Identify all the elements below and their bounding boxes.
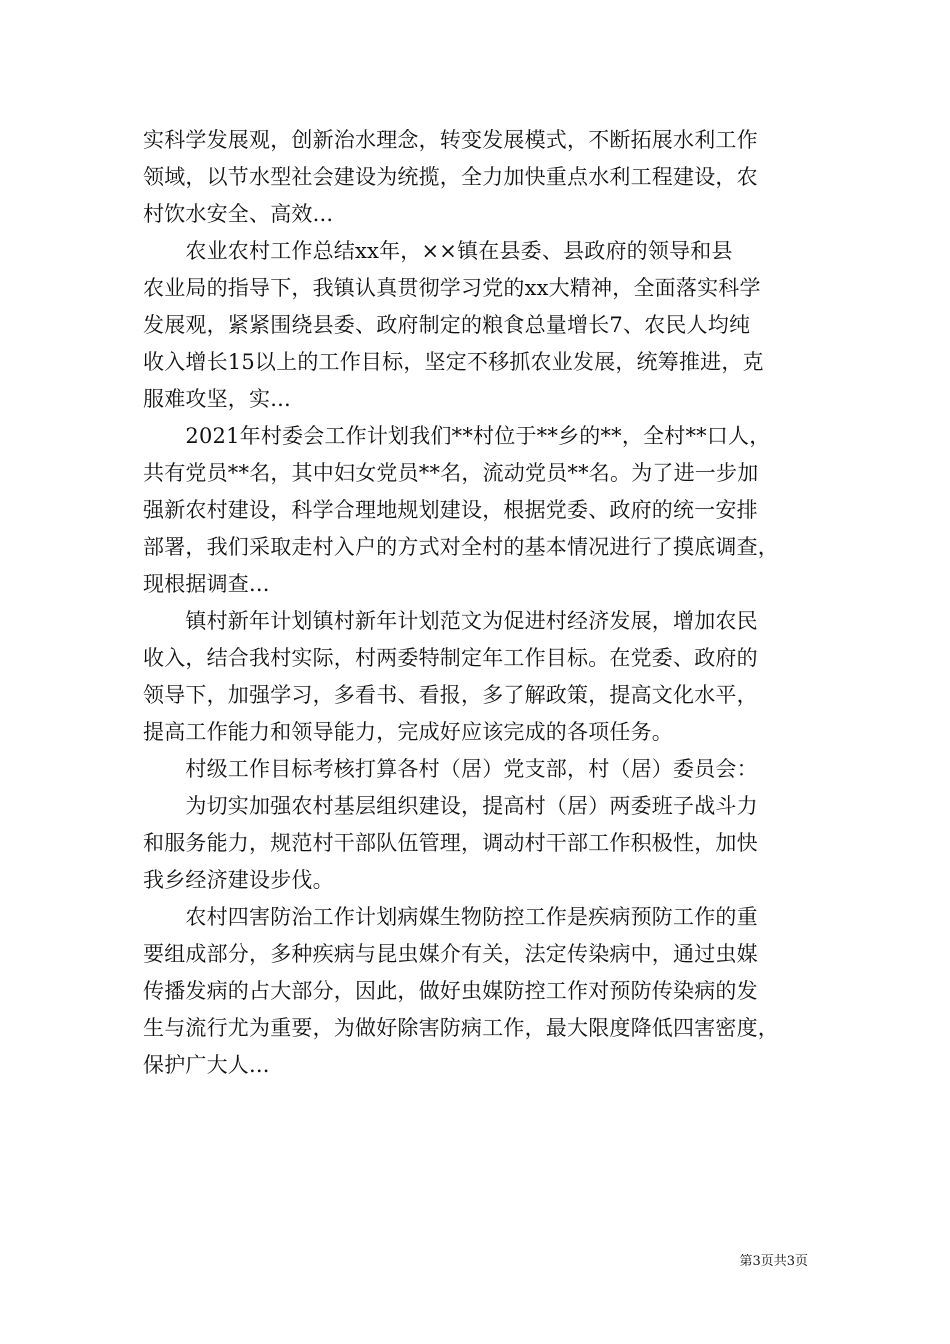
text-line: 部署，我们采取走村入户的方式对全村的基本情况进行了摸底调查， [143, 535, 779, 559]
text-line: 和服务能力，规范村干部队伍管理，调动村干部工作积极性，加快 [143, 831, 758, 855]
text-line: 村级工作目标考核打算各村（居）党支部，村（居）委员会： [143, 757, 758, 781]
text-line: 实科学发展观，创新治水理念，转变发展模式，不断拓展水利工作 [143, 128, 758, 152]
paragraph [143, 899, 811, 1084]
document-body [143, 122, 811, 1084]
paragraph [143, 788, 811, 899]
text-line: 生与流行尤为重要，为做好除害防病工作，最大限度降低四害密度， [143, 1016, 779, 1040]
text-line: 农村四害防治工作计划病媒生物防控工作是疾病预防工作的重 [143, 905, 758, 929]
text-line: 收入，结合我村实际，村两委特制定年工作目标。在党委、政府的 [143, 646, 758, 670]
text-line: 发展观，紧紧围绕县委、政府制定的粮食总量增长7、农民人均纯 [143, 313, 751, 337]
text-line: 要组成部分，多种疾病与昆虫媒介有关，法定传染病中，通过虫媒 [143, 942, 758, 966]
paragraph [143, 233, 811, 418]
text-line: 服难攻坚，实... [143, 387, 291, 411]
text-line: 共有党员**名，其中妇女党员**名，流动党员**名。为了进一步加 [143, 461, 759, 485]
text-line: 镇村新年计划镇村新年计划范文为促进村经济发展，增加农民 [143, 609, 758, 633]
paragraph [143, 751, 811, 788]
text-line: 我乡经济建设步伐。 [143, 868, 334, 892]
text-line: 村饮水安全、高效... [143, 202, 334, 226]
text-line: 领导下，加强学习，多看书、看报，多了解政策，提高文化水平， [143, 683, 758, 707]
paragraph [143, 418, 811, 603]
text-line: 为切实加强农村基层组织建设，提高村（居）两委班子战斗力 [143, 794, 758, 818]
page-number: 第3页共3页 [739, 1254, 808, 1269]
text-line: 保护广大人... [143, 1053, 270, 1077]
paragraph [143, 122, 811, 233]
text-line: 传播发病的占大部分，因此，做好虫媒防控工作对预防传染病的发 [143, 979, 758, 1003]
text-line: 收入增长15以上的工作目标，坚定不移抓农业发展，统筹推进，克 [143, 350, 764, 374]
text-line: 农业农村工作总结xx年，××镇在县委、县政府的领导和县 [143, 239, 733, 263]
text-line: 强新农村建设，科学合理地规划建设，根据党委、政府的统一安排 [143, 498, 758, 522]
text-line: 现根据调查... [143, 572, 270, 596]
paragraph [143, 603, 811, 751]
text-line: 提高工作能力和领导能力，完成好应该完成的各项任务。 [143, 720, 673, 744]
text-line: 2021年村委会工作计划我们**村位于**乡的**，全村**口人， [143, 424, 771, 448]
text-line: 领域，以节水型社会建设为统揽，全力加快重点水利工程建设，农 [143, 165, 758, 189]
text-line: 农业局的指导下，我镇认真贯彻学习党的xx大精神，全面落实科学 [143, 276, 761, 300]
